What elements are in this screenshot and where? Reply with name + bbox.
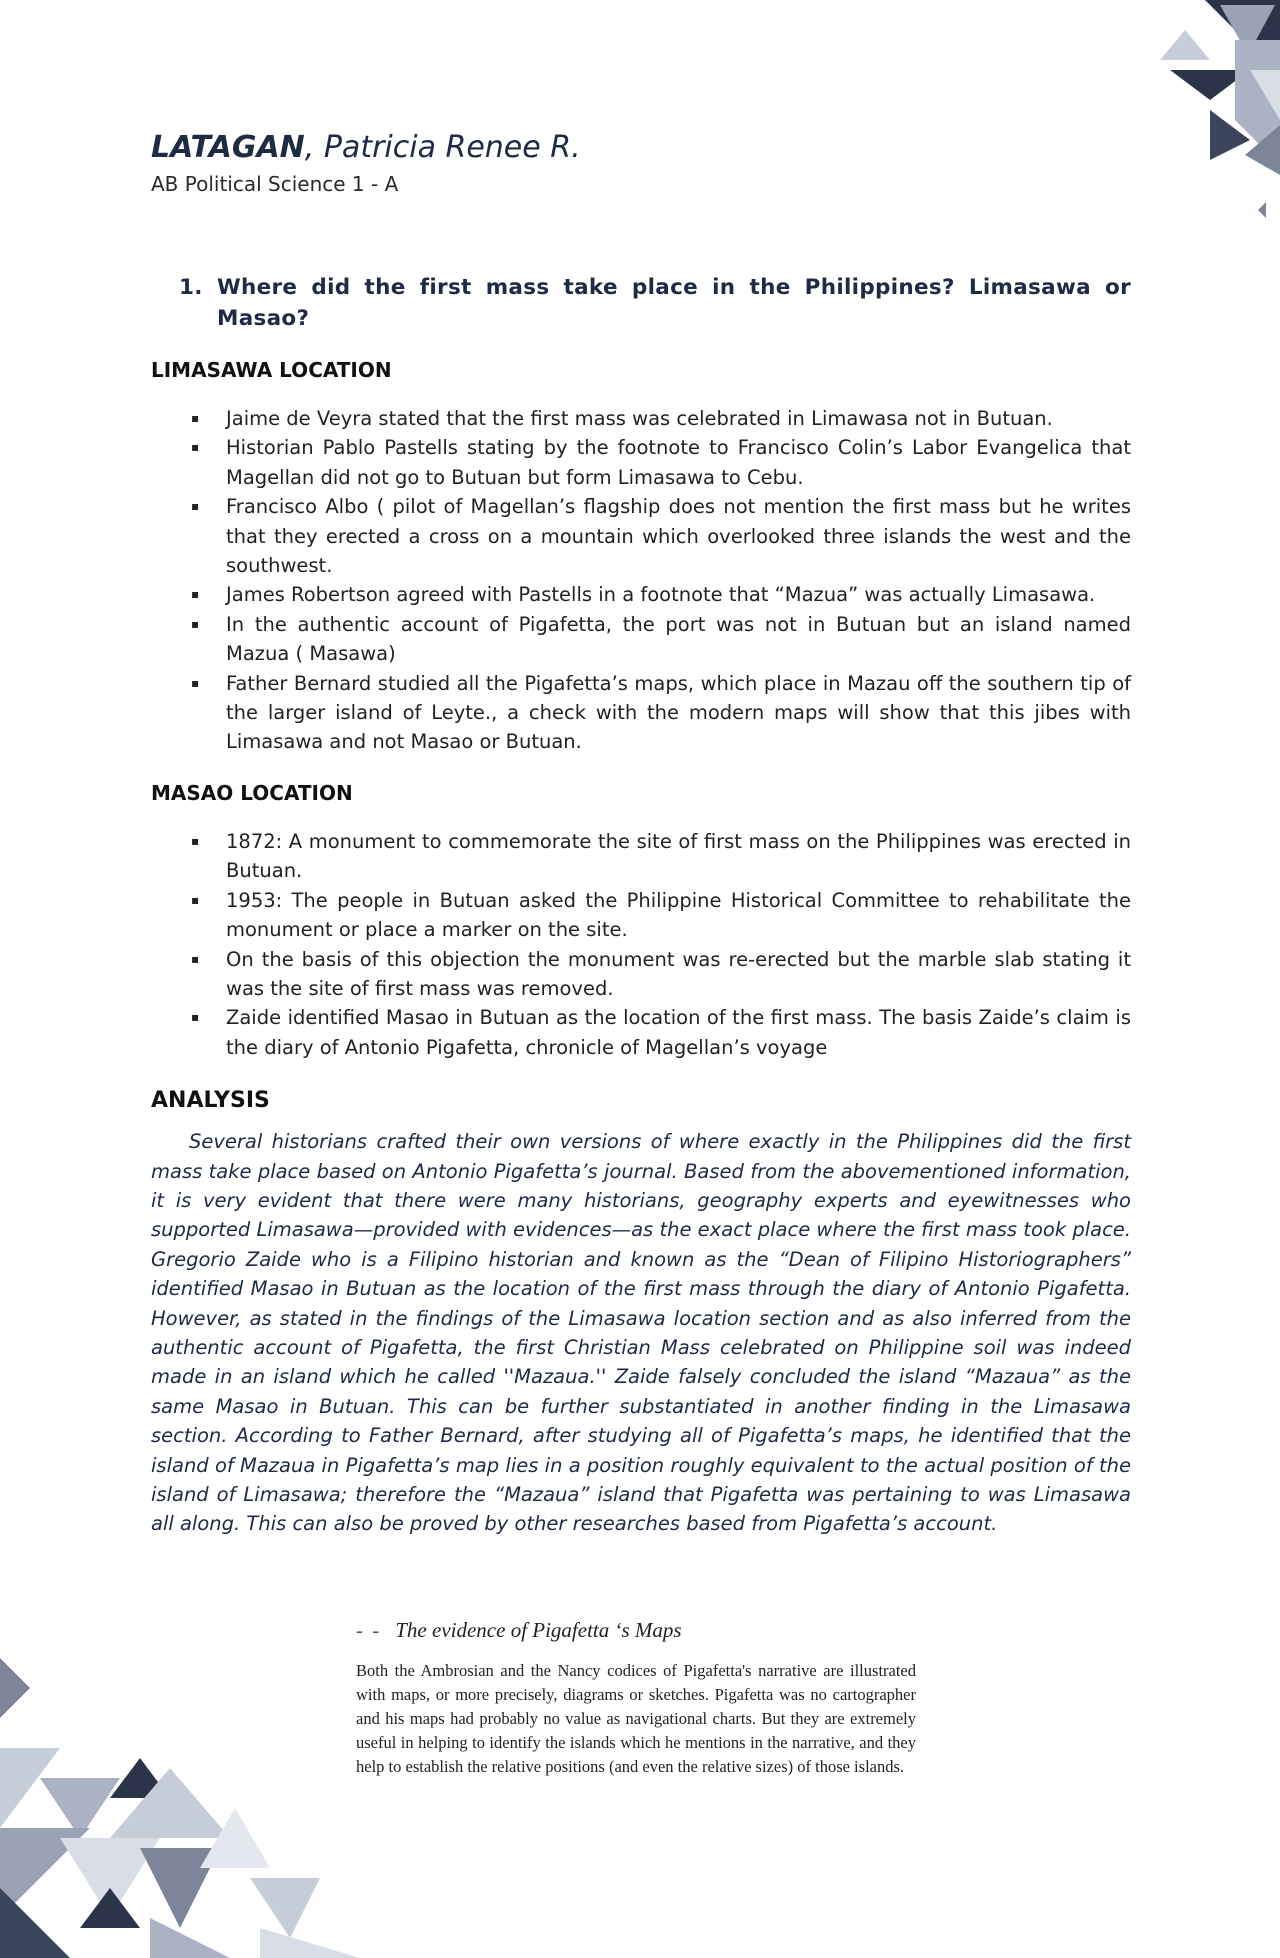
scanned-excerpt <box>356 1618 916 1779</box>
bullet-icon: ▪ <box>191 411 200 425</box>
list-item: ▪ In the authentic account of Pigafetta, the port was not in Butuan but an island named Mazua ( Masawa) <box>151 610 1131 669</box>
list-item: ▪ Historian Pablo Pastells stating by the footnote to Francisco Colin’s Labor Evangelica that Magellan did not go to Butuan but form Limasawa to Cebu. <box>151 433 1131 492</box>
list-item: ▪ On the basis of this objection the monument was re-erected but the marble slab stating it was the site of first mass was removed. <box>151 945 1131 1004</box>
list-item: ▪ Jaime de Veyra stated that the first mass was celebrated in Limawasa not in Butuan. <box>151 404 1131 433</box>
author-header <box>151 130 581 196</box>
author-name <box>151 130 581 166</box>
limasawa-list <box>151 404 1131 757</box>
bullet-icon: ▪ <box>191 892 200 907</box>
author-given-name: , Patricia Renee R. <box>304 130 581 165</box>
bullet-icon: ▪ <box>191 440 200 455</box>
corner-decoration-top-right <box>1020 0 1280 240</box>
bullet-icon: ▪ <box>191 616 200 631</box>
question-1 <box>151 272 1131 334</box>
excerpt-title-text: The evidence of Pigafetta ‘s Maps <box>395 1618 682 1642</box>
limasawa-heading: LIMASAWA LOCATION <box>151 358 392 382</box>
bullet-icon: ▪ <box>191 951 200 966</box>
excerpt-title <box>356 1618 916 1643</box>
course-section: AB Political Science 1 - A <box>151 172 399 196</box>
bullet-icon: ▪ <box>191 833 200 848</box>
corner-decoration-bottom-left <box>0 1628 390 1958</box>
list-item: ▪ James Robertson agreed with Pastells in a footnote that “Mazua” was actually Limasawa. <box>151 580 1131 609</box>
excerpt-tick-mark: - - <box>356 1618 382 1642</box>
list-item: ▪ 1872: A monument to commemorate the site of first mass on the Philippines was erected in Butuan. <box>151 827 1131 886</box>
masao-list <box>151 827 1131 1062</box>
document-body <box>151 272 1131 1539</box>
bullet-icon: ▪ <box>191 675 200 690</box>
list-item: ▪ Francisco Albo ( pilot of Magellan’s flagship does not mention the first mass but he writes that they erected a cross on a mountain which overlooked three islands the west and the southwest. <box>151 492 1131 580</box>
list-item: ▪ Zaide identified Masao in Butuan as the location of the first mass. The basis Zaide’s claim is the diary of Antonio Pigafetta, chronicle of Magellan’s voyage <box>151 1003 1131 1062</box>
question-number: 1. <box>179 275 203 300</box>
list-item: ▪ 1953: The people in Butuan asked the Philippine Historical Committee to rehabilitate the monument or place a marker on the site. <box>151 886 1131 945</box>
analysis-heading: ANALYSIS <box>151 1088 270 1114</box>
masao-heading: MASAO LOCATION <box>151 780 353 805</box>
list-item: ▪ Father Bernard studied all the Pigafetta’s maps, which place in Mazau off the southern tip of the larger island of Leyte., a check with the modern maps will show that this jibes with Limasawa and not Masao or Butuan. <box>151 669 1131 757</box>
excerpt-text: Both the Ambrosian and the Nancy codices of Pigafetta's narrative are illustrated with maps, or more precisely, diagrams or sketches. Pigafetta was no cartographer and his maps had probably no value as navigational charts. But they are extremely useful in helping to identify the islands which he mentions in the narrative, and they help to establish the relative positions (and even the relative sizes) of those islands. <box>356 1661 916 1776</box>
bullet-icon: ▪ <box>191 587 200 602</box>
author-surname: LATAGAN <box>151 130 305 165</box>
bullet-icon: ▪ <box>191 1010 200 1025</box>
bullet-icon: ▪ <box>191 499 200 514</box>
question-text: Where did the first mass take place in the Philippines? Limasawa or Masao? <box>217 275 1131 331</box>
analysis-paragraph: Several historians crafted their own versions of where exactly in the Philippines did the first mass take place based on Antonio Pigafetta’s journal. Based from the abovementioned information, it is very evident that there were many historians, geography experts and eyewitnesses who supported Limasawa—provided with evidences—as the exact place where the first mass took place. Gregorio Zaide who is a Filipino historian and known as the “Dean of Filipino Historiographers” identified Masao in Butuan as the location of the first mass through the diary of Antonio Pigafetta. However, as stated in the findings of the Limasawa location section and as also inferred from the authentic account of Pigafetta, the first Christian Mass celebrated on Philippine soil was indeed made in an island which he called ''Mazaua.'' Zaide falsely concluded the island “Mazaua” as the same Masao in Butuan. This can be further substantiated in another finding in the Limasawa section. According to Father Bernard, after studying all of Pigafetta’s maps, he identified that the island of Mazaua in Pigafetta’s map lies in a position roughly equivalent to the actual position of the island of Limasawa; therefore the “Mazaua” island that Pigafetta was pertaining to was Limasawa all along. This can also be proved by other researches based from Pigafetta’s account. <box>151 1130 1131 1536</box>
